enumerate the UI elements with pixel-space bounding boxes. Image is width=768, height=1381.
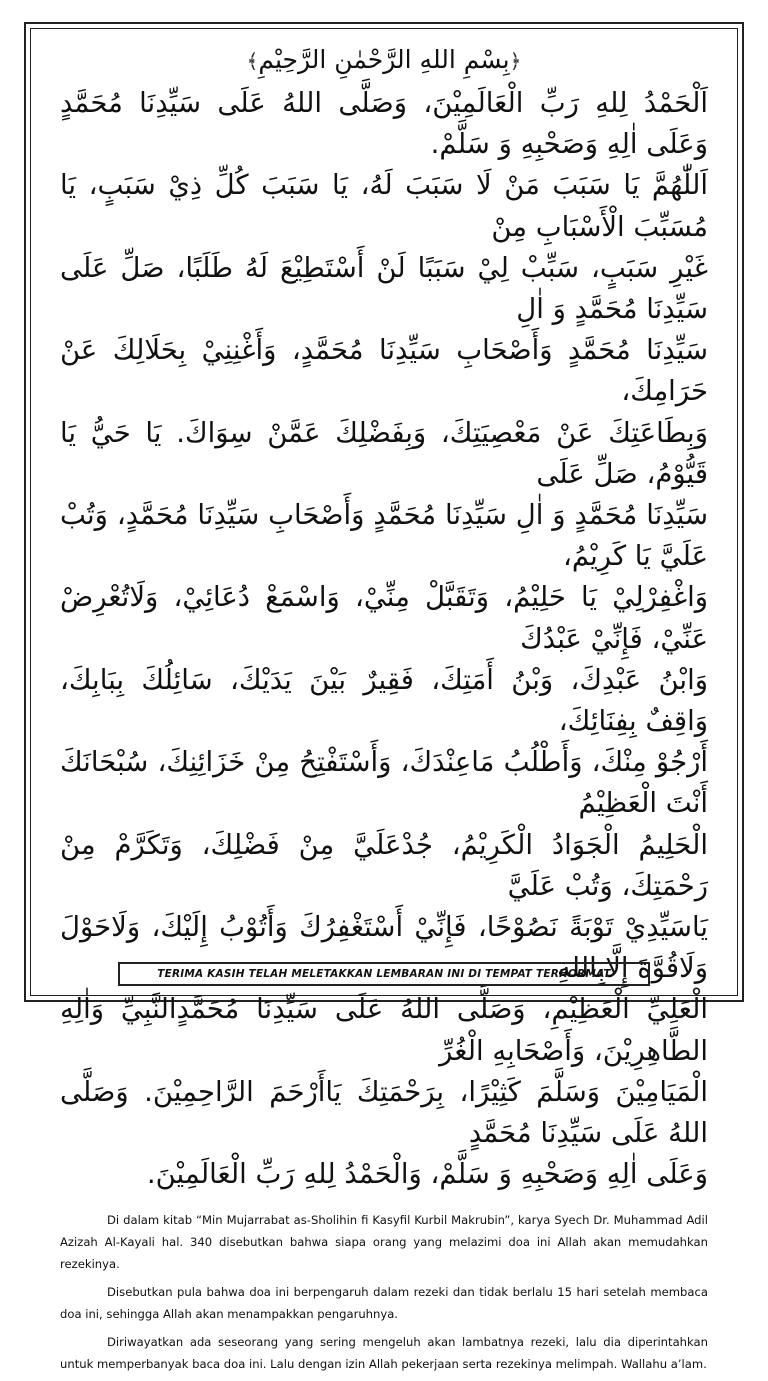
arabic-line: الْحَلِيمُ الْجَوَادُ الْكَرِيْمُ، جُدْعَلَيَّ مِنْ فَضْلِكَ، وَتَكَرَّمْ مِنْ رَحْمَتِكَ، وَتُبْ عَلَيَّ [60,828,708,902]
paragraph: Disebutkan pula bahwa doa ini berpengaruh dalam rezeki dan tidak berlalu 15 hari setelah membaca doa ini, sehingga Allah akan menampakkan pengaruhnya. [60,1285,708,1322]
footer-notice: TERIMA KASIH TELAH MELETAKKAN LEMBARAN INI DI TEMPAT TERHORMAT [118,962,650,986]
arabic-line: سَيِّدِنَا مُحَمَّدٍ وَأَصْحَابِ سَيِّدِنَا مُحَمَّدٍ، وَأَغْنِنِيْ بِحَلَالِكَ عَنْ حَرَامِكَ، [60,334,708,408]
doa-arabic-text [60,83,708,1195]
arabic-line: اَلْحَمْدُ لِلهِ رَبِّ الْعَالَمِيْنَ، وَصَلَّى اللهُ عَلَى سَيِّدِنَا مُحَمَّدٍ وَعَلَى اٰلِهِ وَصَحْبِهِ وَ سَلَّمْ. [60,87,708,161]
arabic-line: الْعَلِيِّ الْعَظِيْمِ، وَصَلَّى اللهُ عَلَى سَيِّدِنَا مُحَمَّدٍالنَّبِيِّ وَاٰلِهِ الطَّاهِرِيْنَ، وَأَصْحَابِهِ الْغُرِّ [60,993,708,1067]
explanation-text [60,1209,708,1375]
paragraph: Di dalam kitab “Min Mujarrabat as-Sholihin fi Kasyfil Kurbil Makrubin”, karya Syech Dr. Muhammad Adil Azizah Al-Kayali hal. 340 disebutkan bahwa siapa orang yang melazimi doa ini Allah akan memudahkan rezekinya. [60,1213,708,1272]
arabic-line: أَرْجُوْ مِنْكَ، وَأَطْلُبُ مَاعِنْدَكَ، وَأَسْتَفْتِحُ مِنْ خَزَائِنِكَ، سُبْحَانَكَ أَنْتَ الْعَظِيْمُ [60,746,708,820]
arabic-line: غَيْرِ سَبَبٍ، سَبِّبْ لِيْ سَبَبًا لَنْ أَسْتَطِيْعَ لَهُ طَلَبًا، صَلِّ عَلَى سَيِّدِنَا مُحَمَّدٍ وَ اٰلِ [60,251,708,326]
paragraph: Diriwayatkan ada seseorang yang sering mengeluh akan lambatnya rezeki, lalu dia diperintahkan untuk memperbanyak baca doa ini. Lalu dengan izin Allah pekerjaan serta rezekinya melimpah. Wallahu a’lam. [60,1335,708,1372]
arabic-line: وَعَلَى اٰلِهِ وَصَحْبِهِ وَ سَلَّمْ، وَالْحَمْدُ لِلهِ رَبِّ الْعَالَمِيْنَ. [146,1158,708,1191]
basmala-heading [60,40,708,81]
ornament-left-icon: ﴾ [246,49,259,73]
arabic-line: وَاغْفِرْلِيْ يَا حَلِيْمُ، وَتَقَبَّلْ مِنِّيْ، وَاسْمَعْ دُعَائِيْ، وَلَاتُعْرِضْ عَنِّيْ، فَإِنِّيْ عَبْدُكَ [60,581,708,655]
ornament-right-icon: ﴿ [509,49,522,73]
arabic-line: وَابْنُ عَبْدِكَ، وَبْنُ أَمَتِكَ، فَقِيرٌ بَيْنَ يَدَيْكَ، سَائِلُكَ بِبَابِكَ، وَاقِفٌ بِفِنَائِكَ، [60,663,708,738]
arabic-line: الْمَيَامِيْنَ وَسَلَّمَ كَثِيْرًا، بِرَحْمَتِكَ يَاأَرْحَمَ الرَّاحِمِيْنَ. وَصَلَّى اللهُ عَلَى سَيِّدِنَا مُحَمَّدٍ [60,1075,708,1150]
arabic-line: يَاسَيِّدِيْ تَوْبَةً نَصُوْحًا، فَإِنِّيْ أَسْتَغْفِرُكَ وَأَتُوْبُ إِلَيْكَ، وَلَاحَوْلَ وَلَاقُوَّةَ إِلَّابِاللهِ [60,911,708,985]
arabic-line: سَيِّدِنَا مُحَمَّدٍ وَ اٰلِ سَيِّدِنَا مُحَمَّدٍ وَأَصْحَابِ سَيِّدِنَا مُحَمَّدٍ، وَتُبْ عَلَيَّ يَا كَرِيْمُ، [60,499,708,573]
arabic-line: وَبِطَاعَتِكَ عَنْ مَعْصِيَتِكَ، وَبِفَضْلِكَ عَمَّنْ سِوَاكَ. يَا حَيُّ يَا قَيُّوْمُ، صَلِّ عَلَى [60,416,708,490]
basmala-text: بِسْمِ اللهِ الرَّحْمٰنِ الرَّحِيْمِ [258,45,510,74]
document-body [60,40,708,1381]
arabic-line: اَللّٰهُمَّ يَا سَبَبَ مَنْ لَا سَبَبَ لَهُ، يَا سَبَبَ كُلِّ ذِيْ سَبَبٍ، يَا مُسَبِّبَ الْأَسْبَابِ مِنْ [60,169,708,243]
